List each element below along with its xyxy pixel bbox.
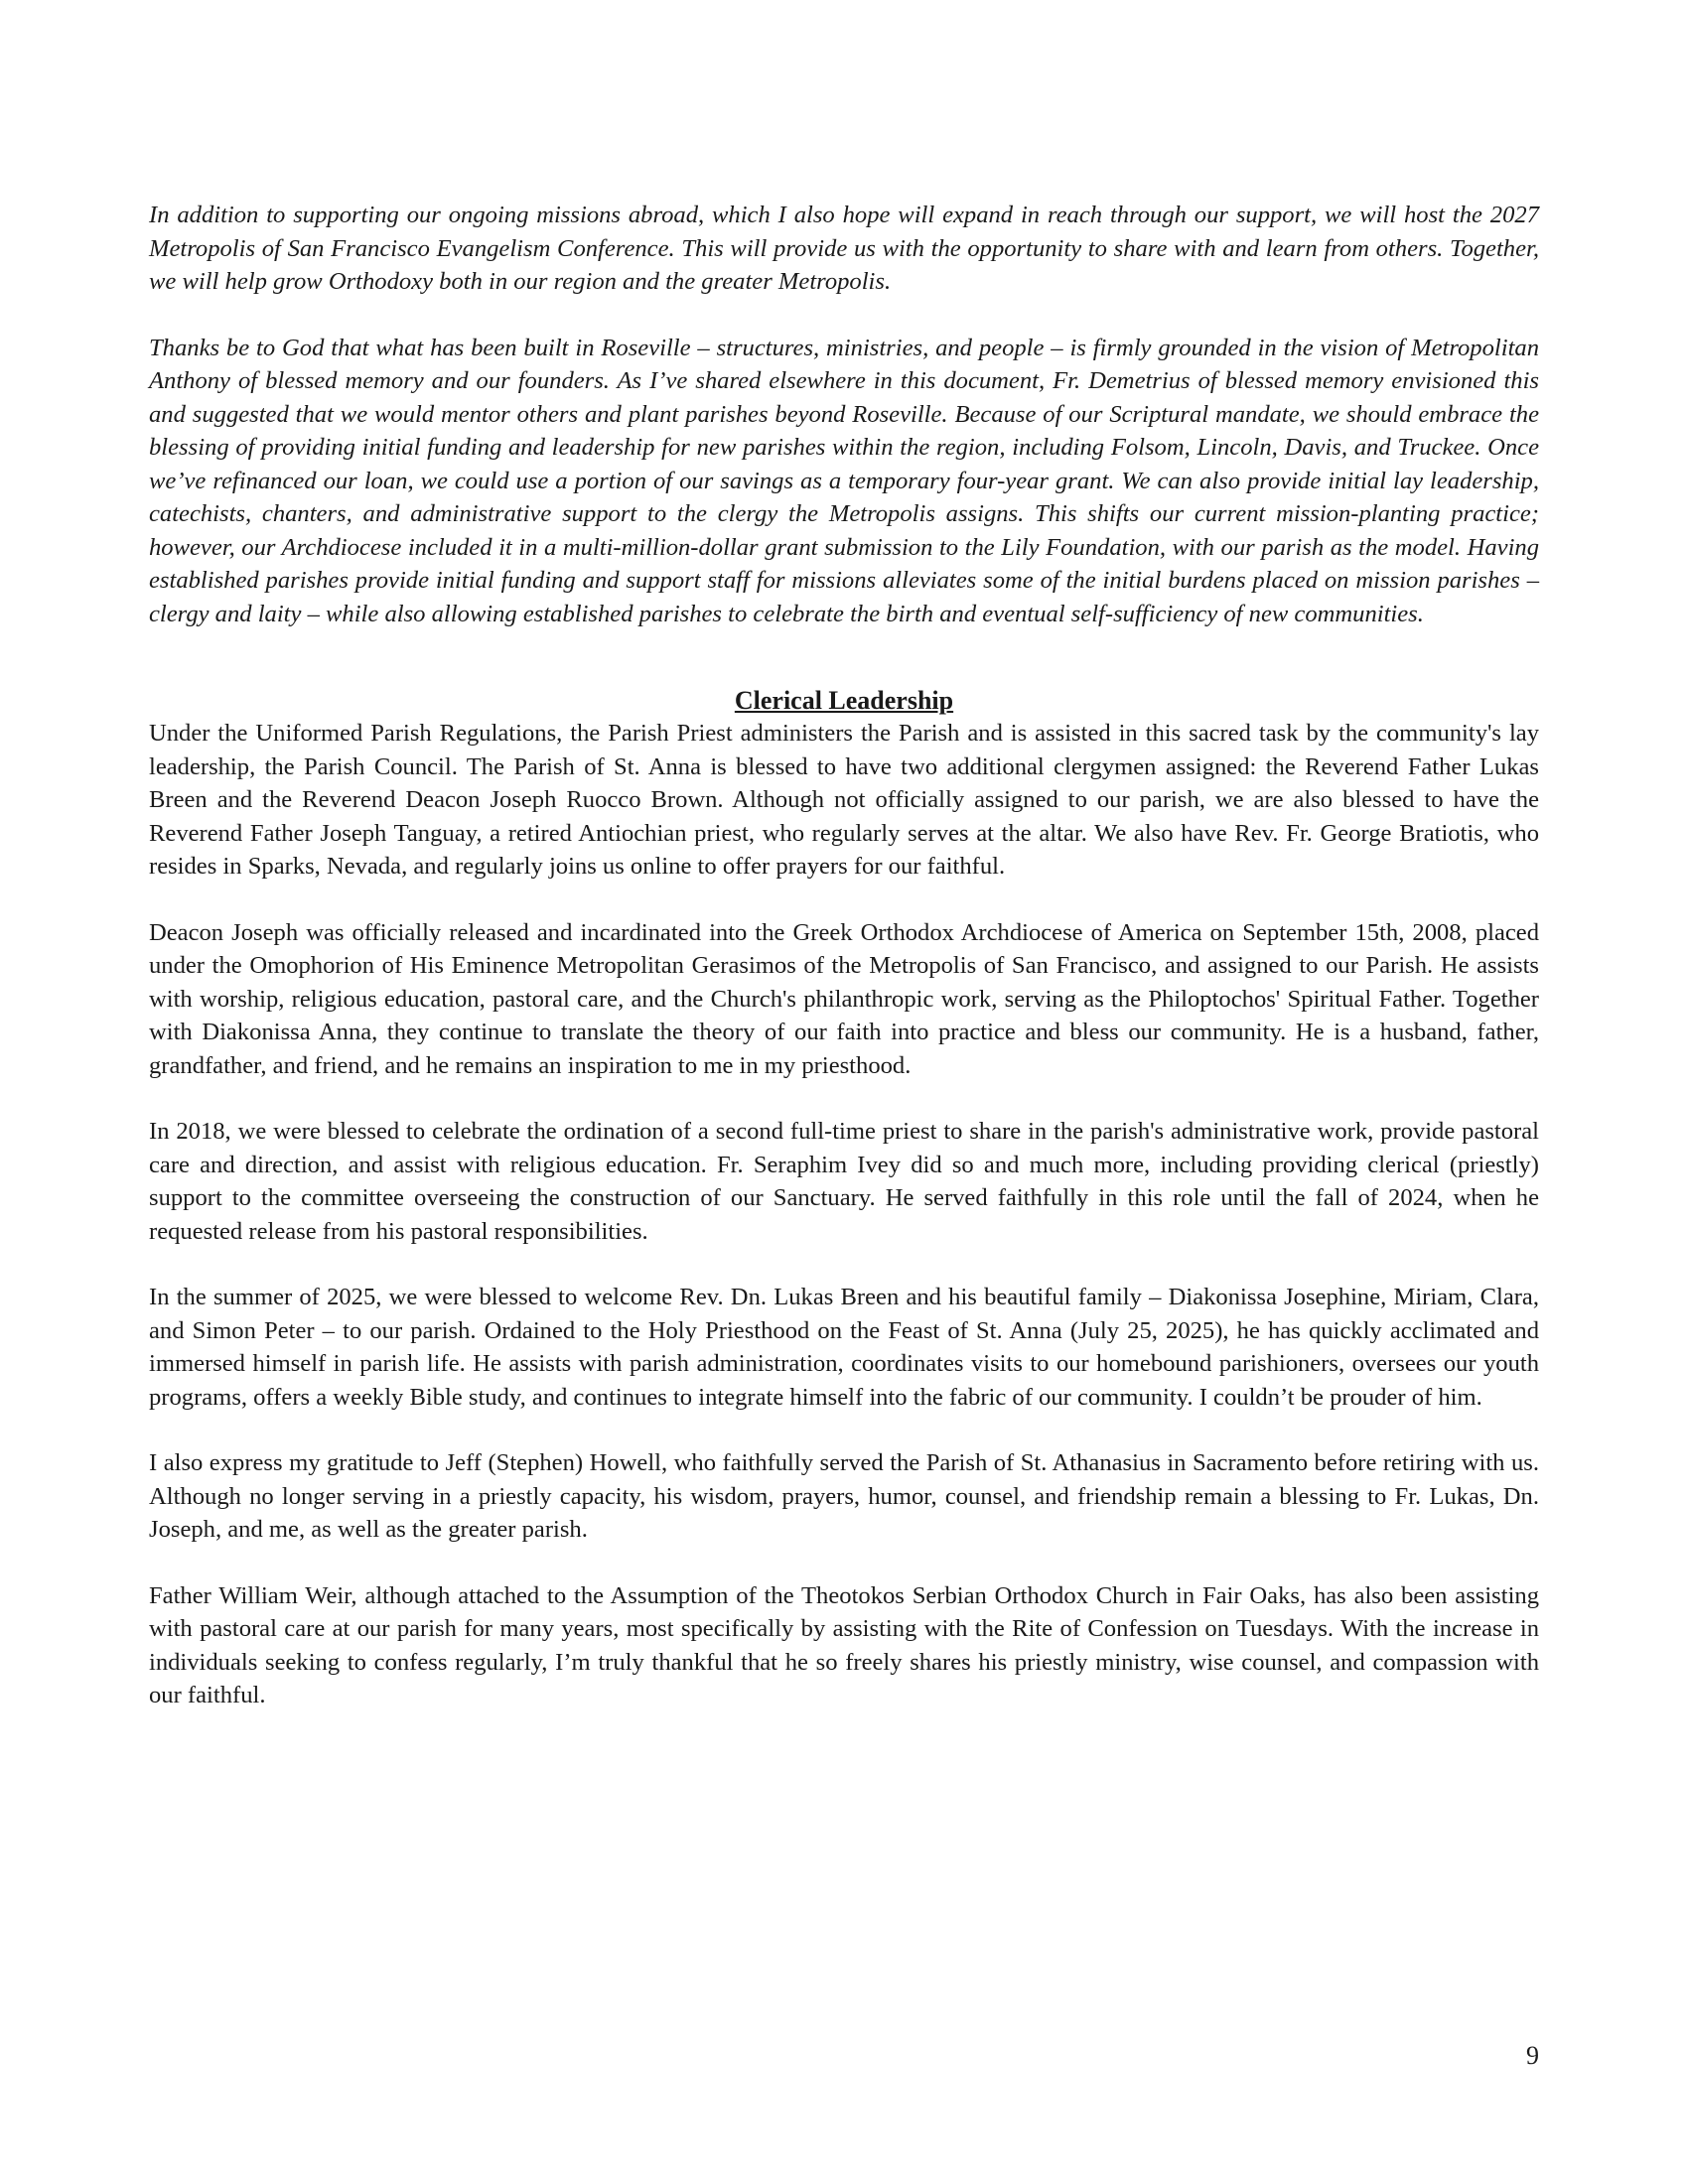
paragraph-fr-lukas: In the summer of 2025, we were blessed to welcome Rev. Dn. Lukas Breen and his beautiful family – Diakonissa Josephine, Miriam, Clara, and Simon Peter – to our parish. Ordained to the Holy Priesthood on the Feast of St. Anna (July 25, 2025), he has quickly acclimated and immersed himself in parish life. He assists with parish administration, coordinates visits to our homebound parishioners, oversees our youth programs, offers a weekly Bible study, and continues to integrate himself into the fabric of our community. I couldn’t be prouder of him. (149, 1284, 1539, 1411)
paragraph-parish-regulations: Under the Uniformed Parish Regulations, the Parish Priest administers the Parish and is assisted in this sacred task by the community's lay leadership, the Parish Council. The Parish of St. Anna is blessed to have two additional clergymen assigned: the Reverend Father Lukas Breen and the Reverend Deacon Joseph Ruocco Brown. Although not officially assigned to our parish, we are also blessed to have the Reverend Father Joseph Tanguay, a retired Antiochian priest, who regularly serves at the altar. We also have Rev. Fr. George Bratiotis, who resides in Sparks, Nevada, and regularly joins us online to offer prayers for our faithful. (149, 720, 1539, 880)
document-page (149, 199, 1539, 1745)
paragraph-fr-william: Father William Weir, although attached to the Assumption of the Theotokos Serbian Orthodox Church in Fair Oaks, has also been assisting with pastoral care at our parish for many years, most specifically by assisting with the Rite of Confession on Tuesdays. With the increase in individuals seeking to confess regularly, I’m truly thankful that he so freely shares his priestly ministry, wise counsel, and compassion with our faithful. (149, 1581, 1539, 1708)
intro-paragraph-evangelism: In addition to supporting our ongoing missions abroad, which I also hope will expand in reach through our support, we will host the 2027 Metropolis of San Francisco Evangelism Conference. This will provide us with the opportunity to share with and learn from others. Together, we will help grow Orthodoxy both in our region and the greater Metropolis. (149, 202, 1539, 295)
paragraph-deacon-joseph: Deacon Joseph was officially released and incardinated into the Greek Orthodox Archdiocese of America on September 15th, 2008, placed under the Omophorion of His Eminence Metropolitan Gerasimos of the Metropolis of San Francisco, and assigned to our Parish. He assists with worship, religious education, pastoral care, and the Church's philanthropic work, serving as the Philoptochos' Spiritual Father. Together with Diakonissa Anna, they continue to translate the theory of our faith into practice and bless our community. He is a husband, father, grandfather, and friend, and he remains an inspiration to me in my priesthood. (149, 918, 1539, 1079)
paragraph-fr-seraphim: In 2018, we were blessed to celebrate the ordination of a second full-time priest to share in the parish's administrative work, provide pastoral care and direction, and assist with religious education. Fr. Seraphim Ivey did so and much more, including providing clerical (priestly) support to the committee overseeing the construction of our Sanctuary. He served faithfully in this role until the fall of 2024, when he requested release from his pastoral responsibilities. (149, 1118, 1539, 1245)
section-heading: Clerical Leadership (734, 686, 954, 715)
intro-paragraph-roseville: Thanks be to God that what has been built in Roseville – structures, ministries, and people – is firmly grounded in the vision of Metropolitan Anthony of blessed memory and our founders. As I’ve shared elsewhere in this document, Fr. Demetrius of blessed memory envisioned this and suggested that we would mentor others and plant parishes beyond Roseville. Because of our Scriptural mandate, we should embrace the blessing of providing initial funding and leadership for new parishes within the region, including Folsom, Lincoln, Davis, and Truckee. Once we’ve refinanced our loan, we could use a portion of our savings as a temporary four-year grant. We can also provide initial lay leadership, catechists, chanters, and administrative support to the clergy the Metropolis assigns. This shifts our current mission-planting practice; however, our Archdiocese included it in a multi-million-dollar grant submission to the Lily Foundation, with our parish as the model. Having established parishes provide initial funding and support staff for missions alleviates some of the initial burdens placed on mission parishes – clergy and laity – while also allowing established parishes to celebrate the birth and eventual self-sufficiency of new communities. (149, 334, 1539, 627)
paragraph-jeff-howell: I also express my gratitude to Jeff (Stephen) Howell, who faithfully served the Parish of St. Athanasius in Sacramento before retiring with us. Although no longer serving in a priestly capacity, his wisdom, prayers, humor, counsel, and friendship remain a blessing to Fr. Lukas, Dn. Joseph, and me, as well as the greater parish. (149, 1449, 1539, 1543)
page-number: 9 (1526, 2041, 1539, 2070)
